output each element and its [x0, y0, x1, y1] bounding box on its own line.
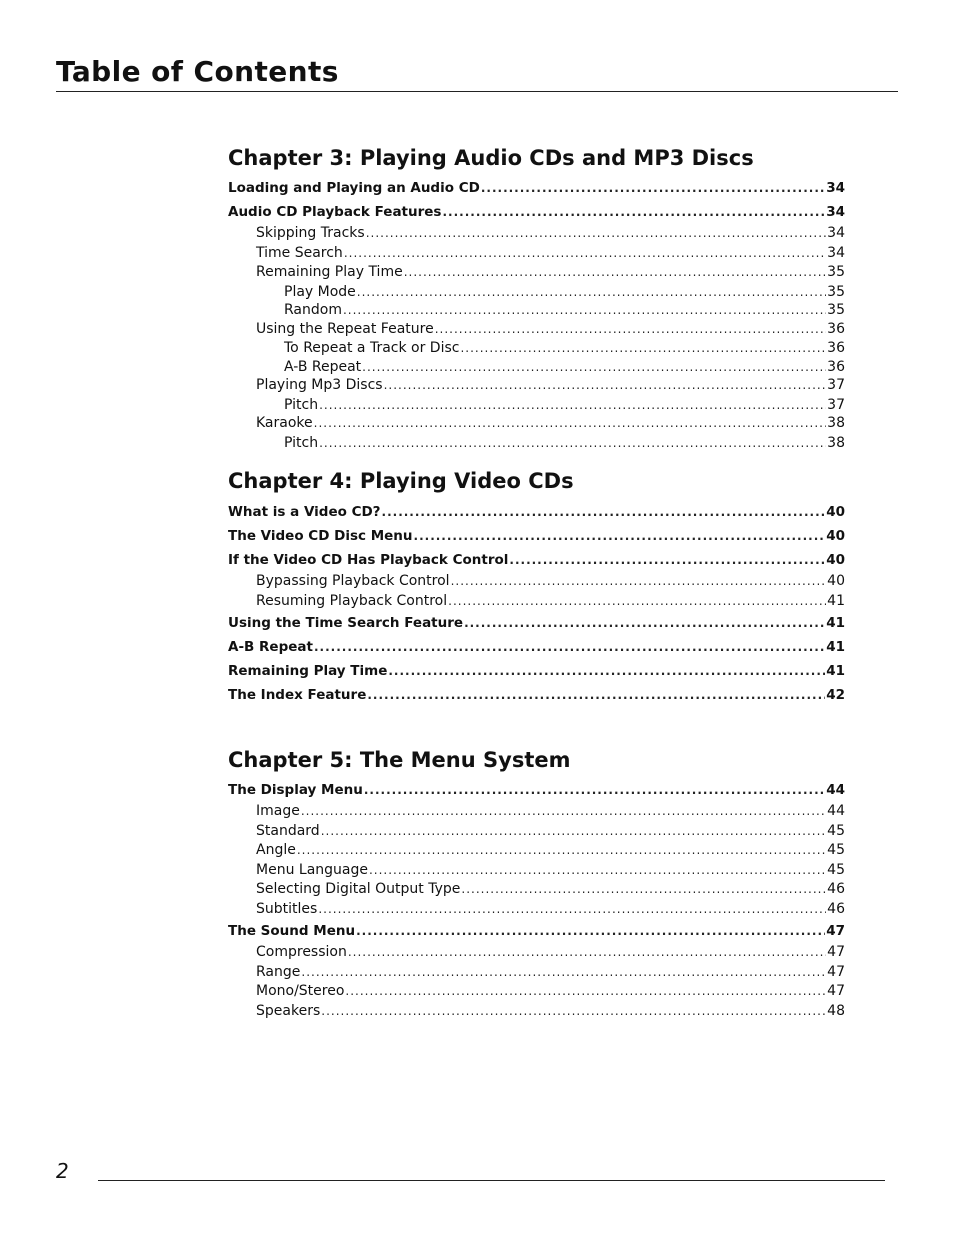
page-title: Table of Contents — [56, 55, 339, 88]
toc-entry-label: Playing Mp3 Discs — [256, 377, 383, 393]
toc-entry[interactable] — [228, 434, 845, 453]
toc-entry[interactable] — [228, 376, 845, 396]
toc-entry-label: Subtitles — [256, 900, 318, 917]
toc-entry[interactable] — [228, 396, 845, 415]
dot-leader — [345, 982, 826, 1002]
toc-entry[interactable] — [228, 659, 845, 683]
toc-entries — [228, 176, 845, 452]
toc-entry[interactable] — [228, 592, 845, 612]
toc-entry[interactable] — [228, 301, 845, 320]
toc-entry-page-number: 41 — [826, 663, 845, 679]
toc-entry-page-number: 41 — [826, 639, 845, 655]
dot-leader — [366, 224, 826, 244]
dot-leader — [481, 176, 825, 200]
dot-leader — [319, 434, 826, 453]
toc-entry-label: Standard — [256, 822, 320, 839]
toc-entry-label: Using the Time Search Feature — [228, 615, 464, 631]
chapter-heading: Chapter 5: The Menu System — [228, 748, 571, 772]
toc-entry-label: Speakers — [256, 1002, 321, 1019]
toc-entry-page-number: 45 — [827, 861, 845, 878]
toc-entry-page-number: 40 — [826, 528, 845, 544]
dot-leader — [435, 320, 826, 340]
toc-entry[interactable] — [228, 1002, 845, 1022]
dot-leader — [301, 963, 826, 983]
toc-entry[interactable] — [228, 822, 845, 842]
toc-entry[interactable] — [228, 224, 845, 244]
toc-entries — [228, 778, 845, 1021]
toc-entry-label: Loading and Playing an Audio CD — [228, 180, 480, 196]
dot-leader — [442, 200, 825, 224]
toc-entry-page-number: 37 — [827, 396, 845, 413]
toc-entry-page-number: 38 — [827, 415, 845, 431]
toc-entry-page-number: 44 — [827, 803, 845, 819]
toc-entry-label: A-B Repeat — [228, 639, 313, 655]
dot-leader — [319, 396, 826, 415]
dot-leader — [464, 611, 825, 635]
toc-entry[interactable] — [228, 683, 845, 707]
toc-entry-page-number: 35 — [827, 264, 845, 280]
toc-entry-page-number: 36 — [827, 358, 845, 375]
toc-entries — [228, 500, 845, 707]
toc-entry-label: Play Mode — [284, 283, 356, 300]
toc-entry-label: Audio CD Playback Features — [228, 204, 442, 220]
footer-rule — [98, 1180, 885, 1181]
toc-entry-label: Angle — [256, 842, 296, 858]
toc-entry-page-number: 40 — [826, 504, 845, 520]
title-rule — [56, 91, 898, 92]
toc-entry-label: Image — [256, 803, 300, 819]
toc-entry[interactable] — [228, 919, 845, 943]
toc-entry-label: Using the Repeat Feature — [256, 320, 434, 337]
toc-entry-page-number: 35 — [827, 283, 845, 300]
toc-entry-label: Range — [256, 963, 301, 980]
toc-entry-label: Pitch — [284, 434, 319, 451]
dot-leader — [451, 572, 827, 592]
toc-entry-label: If the Video CD Has Playback Control — [228, 552, 509, 568]
toc-entry[interactable] — [228, 778, 845, 802]
toc-entry-page-number: 45 — [827, 842, 845, 858]
toc-entry[interactable] — [228, 963, 845, 983]
dot-leader — [343, 301, 826, 320]
toc-entry-label: Karaoke — [256, 415, 313, 431]
toc-entry-page-number: 45 — [827, 822, 845, 839]
dot-leader — [314, 414, 827, 434]
toc-entry[interactable] — [228, 943, 845, 963]
toc-entry-page-number: 47 — [827, 963, 845, 980]
dot-leader — [384, 376, 827, 396]
toc-entry-label: Random — [284, 302, 342, 318]
dot-leader — [509, 548, 825, 572]
toc-entry[interactable] — [228, 635, 845, 659]
dot-leader — [461, 880, 826, 900]
dot-leader — [348, 943, 826, 963]
chapter-5-section — [228, 746, 845, 1021]
toc-entry-page-number: 40 — [827, 573, 845, 589]
toc-entry-page-number: 48 — [827, 1002, 845, 1019]
toc-entry-label: The Index Feature — [228, 687, 367, 703]
toc-entry-label: Selecting Digital Output Type — [256, 881, 461, 897]
dot-leader — [356, 919, 825, 943]
dot-leader — [367, 683, 825, 707]
toc-entry-label: The Display Menu — [228, 782, 363, 798]
toc-entry-label: Pitch — [284, 396, 319, 413]
dot-leader — [344, 244, 826, 264]
toc-entry[interactable] — [228, 414, 845, 434]
toc-entry[interactable] — [228, 263, 845, 283]
toc-entry-label: The Video CD Disc Menu — [228, 528, 413, 544]
dot-leader — [448, 592, 826, 612]
toc-entry[interactable] — [228, 611, 845, 635]
dot-leader — [369, 861, 826, 881]
chapter-4-section — [228, 467, 845, 707]
toc-entry[interactable] — [228, 900, 845, 920]
toc-entry-page-number: 36 — [827, 340, 845, 356]
dot-leader — [318, 900, 826, 920]
toc-entry-label: Mono/Stereo — [256, 983, 345, 999]
toc-entry-page-number: 47 — [826, 923, 845, 939]
toc-entry[interactable] — [228, 572, 845, 592]
toc-entry-label: Menu Language — [256, 861, 368, 878]
toc-entry[interactable] — [228, 358, 845, 377]
toc-entry-page-number: 40 — [826, 552, 845, 568]
toc-entry-page-number: 34 — [827, 244, 845, 261]
toc-entry-label: Skipping Tracks — [256, 225, 365, 241]
toc-entry[interactable] — [228, 200, 845, 224]
toc-entry[interactable] — [228, 880, 845, 900]
toc-entry-label: What is a Video CD? — [228, 504, 381, 520]
toc-entry-label: The Sound Menu — [228, 923, 356, 939]
toc-entry-page-number: 47 — [827, 944, 845, 960]
toc-entry[interactable] — [228, 500, 845, 524]
toc-entry-label: Bypassing Playback Control — [256, 573, 450, 589]
toc-entry[interactable] — [228, 802, 845, 822]
toc-entry[interactable] — [228, 320, 845, 340]
toc-entry-page-number: 34 — [826, 180, 845, 196]
toc-entry[interactable] — [228, 339, 845, 358]
toc-entry-label: A-B Repeat — [284, 358, 362, 375]
dot-leader — [362, 358, 826, 377]
dot-leader — [388, 659, 825, 683]
dot-leader — [314, 635, 825, 659]
dot-leader — [321, 822, 826, 842]
toc-entry-page-number: 46 — [827, 900, 845, 917]
dot-leader — [357, 283, 826, 302]
toc-entry-page-number: 34 — [827, 225, 845, 241]
dot-leader — [382, 500, 826, 524]
toc-entry[interactable] — [228, 524, 845, 548]
toc-entry-page-number: 38 — [827, 434, 845, 451]
toc-entry-page-number: 35 — [827, 302, 845, 318]
toc-entry[interactable] — [228, 283, 845, 302]
toc-entry[interactable] — [228, 841, 845, 861]
dot-leader — [364, 778, 825, 802]
toc-entry[interactable] — [228, 244, 845, 264]
toc-entry[interactable] — [228, 982, 845, 1002]
toc-entry-page-number: 46 — [827, 881, 845, 897]
toc-entry-page-number: 34 — [826, 204, 845, 220]
toc-entry-page-number: 41 — [827, 592, 845, 609]
toc-entry-label: To Repeat a Track or Disc — [284, 340, 460, 356]
dot-leader — [301, 802, 826, 822]
toc-entry[interactable] — [228, 861, 845, 881]
toc-entry-label: Resuming Playback Control — [256, 592, 448, 609]
toc-entry-page-number: 37 — [827, 377, 845, 393]
toc-entry-page-number: 42 — [826, 687, 845, 703]
toc-entry-label: Compression — [256, 944, 347, 960]
chapter-3-section — [228, 144, 845, 452]
dot-leader — [414, 524, 826, 548]
toc-entry-page-number: 36 — [827, 320, 845, 337]
toc-entry-page-number: 47 — [827, 983, 845, 999]
chapter-heading: Chapter 3: Playing Audio CDs and MP3 Discs — [228, 146, 754, 170]
toc-entry-page-number: 41 — [826, 615, 845, 631]
dot-leader — [321, 1002, 826, 1022]
toc-entry-label: Remaining Play Time — [256, 264, 403, 280]
page-number: 2 — [56, 1159, 69, 1183]
toc-entry-page-number: 44 — [826, 782, 845, 798]
chapter-heading: Chapter 4: Playing Video CDs — [228, 469, 574, 493]
toc-entry[interactable] — [228, 548, 845, 572]
toc-entry[interactable] — [228, 176, 845, 200]
dot-leader — [297, 841, 826, 861]
toc-entry-label: Time Search — [256, 244, 343, 261]
dot-leader — [404, 263, 826, 283]
toc-entry-label: Remaining Play Time — [228, 663, 388, 679]
dot-leader — [460, 339, 826, 358]
